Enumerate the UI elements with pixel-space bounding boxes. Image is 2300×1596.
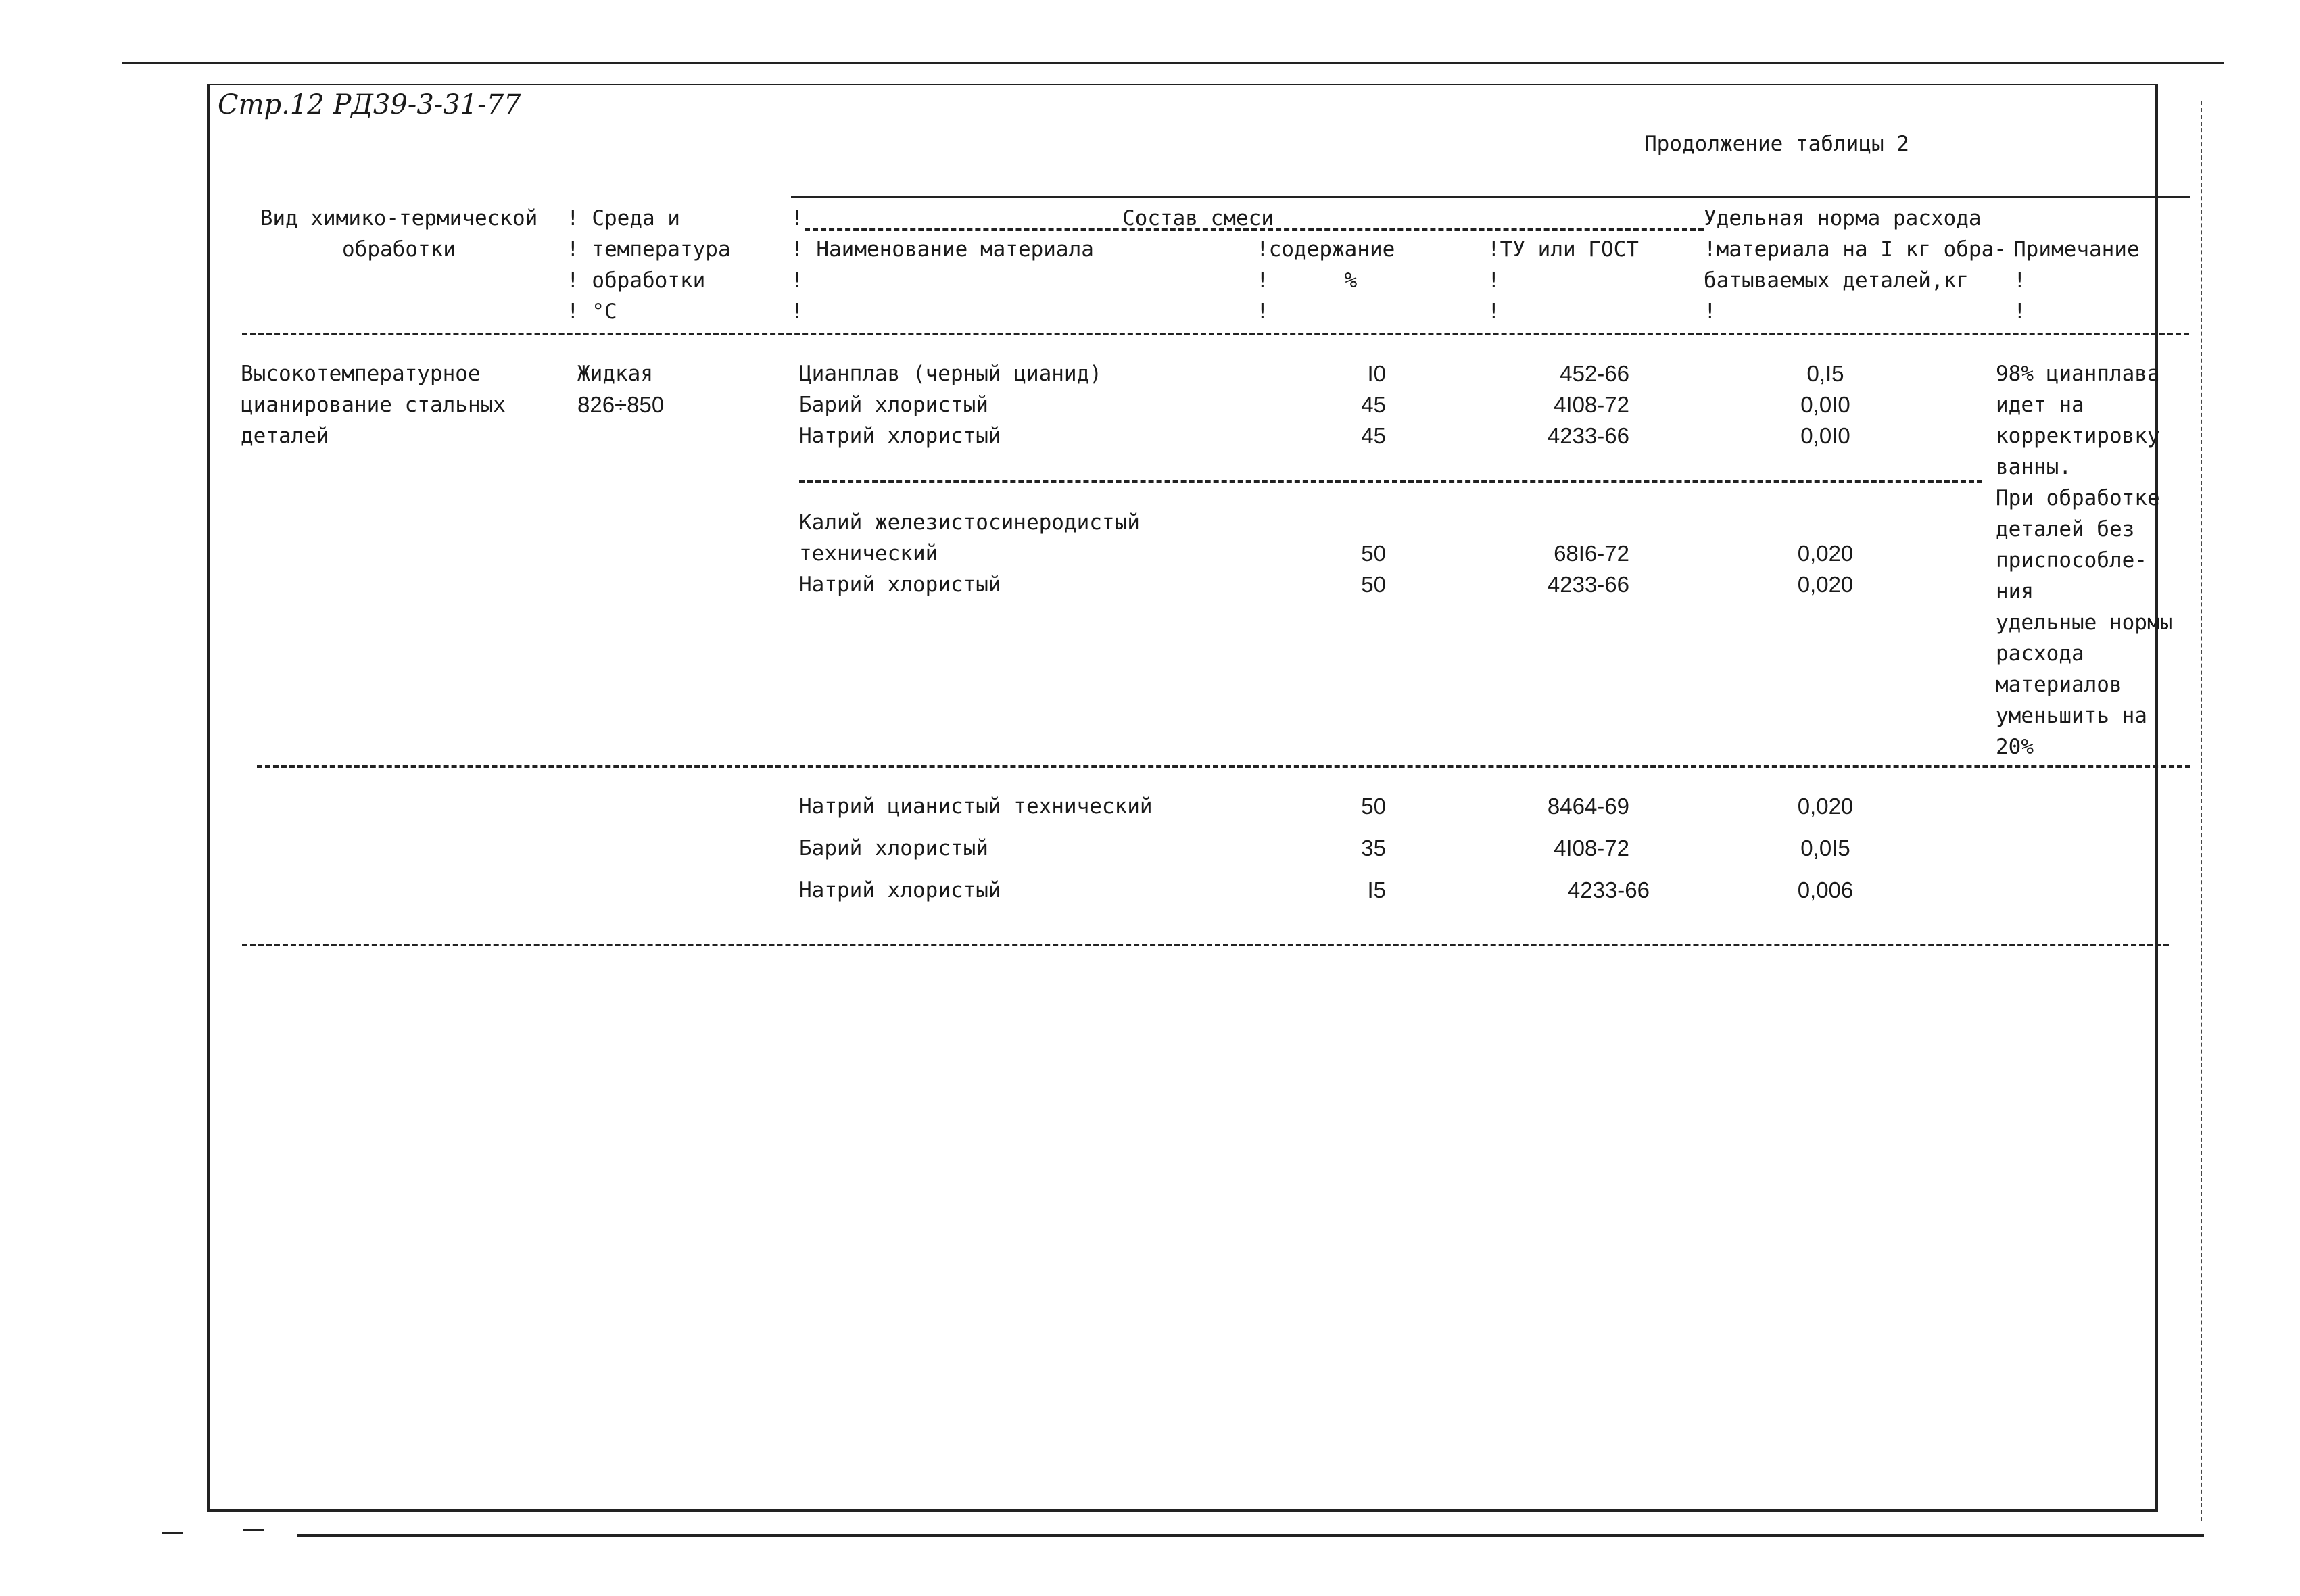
note-line: ния	[1996, 579, 2034, 604]
material-name: Цианплав (черный цианид)	[799, 362, 1102, 386]
material-name: Калий железистосинеродистый	[799, 510, 1140, 535]
header-gost-bar: !	[1487, 268, 1500, 293]
header-gost-bar: !	[1487, 299, 1500, 324]
material-name: Натрий цианистый технический	[799, 794, 1153, 819]
note-line: 20%	[1996, 735, 2034, 759]
norm-value: 0,0I5	[1800, 836, 1850, 861]
process-type-line1: Высокотемпературное	[241, 362, 481, 386]
table-bottom-rule	[242, 944, 2169, 946]
note-line: 98% цианплава	[1996, 362, 2160, 386]
bottom-edge-line	[297, 1534, 2204, 1537]
table-row	[799, 420, 1001, 452]
norm-value: 0,I5	[1806, 361, 1844, 386]
norm-value: 0,020	[1797, 794, 1854, 819]
content-value: I5	[1367, 877, 1386, 902]
header-process-type-line2: обработки	[342, 237, 456, 262]
header-process-type-line1: Вид химико-термической	[260, 206, 538, 231]
note-line: ванны.	[1996, 455, 2071, 479]
material-name-cont: технический	[799, 541, 938, 566]
table-row	[799, 358, 1102, 389]
header-top-rule	[791, 196, 2190, 198]
bottom-edge-mark	[162, 1532, 183, 1534]
header-mix-composition: Состав смеси	[1122, 206, 1274, 231]
note-line: корректировку	[1996, 424, 2160, 448]
gost-value: 4233-66	[1547, 423, 1629, 448]
header-bottom-rule	[242, 333, 2189, 335]
table-row	[799, 569, 1001, 600]
table-row	[799, 507, 1140, 569]
process-type-line2: цианирование стальных	[241, 393, 506, 417]
note-line: идет на	[1996, 393, 2084, 417]
table-caption: Продолжение таблицы 2	[1644, 132, 1909, 156]
content-value: 35	[1361, 836, 1386, 861]
norm-value: 0,006	[1797, 877, 1854, 902]
medium-name: Жидкая	[577, 362, 653, 386]
group-divider	[799, 480, 1982, 483]
header-process-type	[250, 203, 548, 265]
header-medium-line4: ! °C	[567, 299, 617, 324]
process-medium	[577, 358, 664, 420]
medium-temperature: 826÷850	[577, 392, 665, 417]
content-value: I0	[1367, 361, 1386, 386]
header-content	[1256, 234, 1395, 327]
header-note-bar: !	[2013, 268, 2026, 293]
header-note-bar: !	[2013, 299, 2026, 324]
material-name: Натрий хлористый	[799, 424, 1001, 448]
table-row	[799, 389, 988, 420]
process-type	[241, 358, 506, 452]
percent-sign: %	[1344, 268, 1358, 293]
bottom-edge-mark	[243, 1529, 264, 1531]
norm-value: 0,020	[1797, 541, 1854, 566]
gost-value: 4233-66	[1567, 877, 1650, 902]
content-value: 45	[1361, 423, 1386, 448]
material-name: Барий хлористый	[799, 836, 988, 861]
gost-value: 4233-66	[1547, 572, 1629, 597]
note-line: деталей без	[1996, 517, 2135, 541]
header-exclaim: !	[791, 206, 804, 231]
note-line: уменьшить на	[1996, 704, 2147, 728]
header-medium-line2: ! температура	[567, 237, 731, 262]
header-note-text: Примечание	[2013, 237, 2140, 262]
header-material-bar: !	[791, 299, 804, 324]
norm-value: 0,020	[1797, 572, 1854, 597]
gost-value: 4I08-72	[1554, 392, 1629, 417]
top-edge-line	[122, 62, 2224, 64]
header-norm-line3: батываемых деталей,кг	[1704, 268, 1969, 293]
material-name: Натрий хлористый	[799, 878, 1001, 902]
content-value: 50	[1361, 541, 1386, 566]
content-value: 50	[1361, 572, 1386, 597]
table-row	[799, 833, 988, 864]
material-name: Натрий хлористый	[799, 573, 1001, 597]
process-type-line3: деталей	[241, 424, 329, 448]
header-content-bar: !	[1256, 299, 1269, 324]
gost-value: 4I08-72	[1554, 836, 1629, 861]
header-norm-line1: Удельная норма расхода	[1704, 206, 1982, 231]
header-material-bar: !	[791, 268, 804, 293]
table-row	[799, 791, 1153, 822]
norm-value: 0,0I0	[1800, 392, 1850, 417]
gost-value: 68I6-72	[1554, 541, 1629, 566]
header-medium-line3: ! обработки	[567, 268, 706, 293]
content-value: 45	[1361, 392, 1386, 417]
gost-value: 8464-69	[1547, 794, 1629, 819]
header-norm	[1704, 203, 2007, 327]
content-value: 50	[1361, 794, 1386, 819]
note-line: расхода	[1996, 642, 2084, 666]
header-medium	[567, 203, 731, 327]
header-note	[2013, 234, 2140, 327]
gost-value: 452-66	[1560, 361, 1629, 386]
header-content-line2: ! %	[1256, 268, 1358, 293]
note-line: удельные нормы	[1996, 610, 2173, 635]
header-material	[791, 234, 1094, 327]
header-material-text: ! Наименование материала	[791, 237, 1094, 262]
note-line: При обработке	[1996, 486, 2160, 510]
right-edge-line	[2201, 101, 2202, 1521]
material-name: Барий хлористый	[799, 393, 988, 417]
header-norm-bar: !	[1704, 299, 1717, 324]
header-norm-line2: !материала на I кг обра-	[1704, 237, 2007, 262]
header-gost-text: !ТУ или ГОСТ	[1487, 237, 1639, 262]
page-reference: Стр.12 РД39-3-31-77	[218, 89, 521, 120]
norm-value: 0,0I0	[1800, 423, 1850, 448]
note-line: материалов	[1996, 673, 2122, 697]
header-medium-line1: ! Среда и	[567, 206, 680, 231]
note-text	[1996, 358, 2172, 763]
section-divider	[257, 765, 2190, 768]
header-gost	[1487, 234, 1639, 327]
note-line: приспособле-	[1996, 548, 2147, 573]
table-row	[799, 875, 1001, 906]
header-content-line1: !содержание	[1256, 237, 1395, 262]
